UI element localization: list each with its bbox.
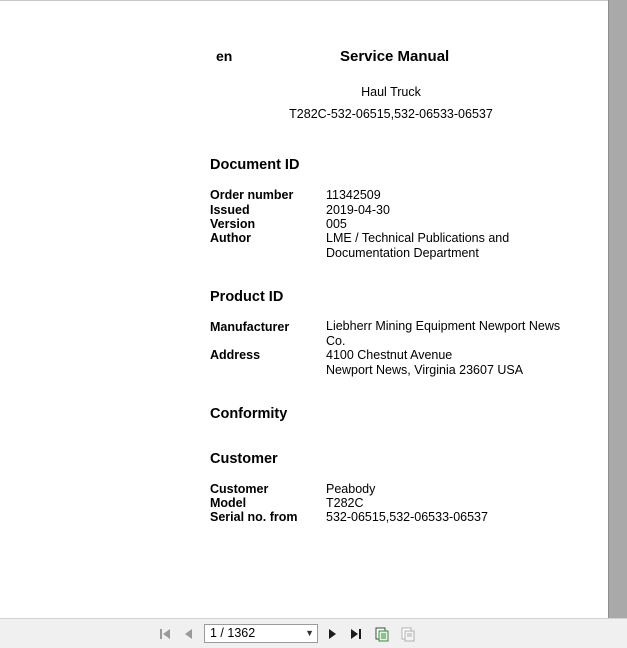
page-number-select[interactable] (204, 624, 318, 643)
address-line1: 4100 Chestnut Avenue (326, 348, 453, 362)
customer-heading: Customer (210, 451, 278, 467)
page-indicator: 1 / 1362 (210, 626, 256, 640)
order-number-label: Order number (210, 188, 294, 202)
issued-label: Issued (210, 203, 250, 217)
address-label: Address (210, 348, 261, 362)
last-page-icon[interactable] (348, 626, 364, 642)
vertical-scrollbar[interactable] (608, 0, 627, 618)
customer-value: Peabody (326, 482, 376, 496)
single-page-view-icon[interactable] (374, 626, 390, 642)
model-label: Model (210, 496, 247, 510)
next-page-icon[interactable] (324, 626, 340, 642)
issued-value: 2019-04-30 (326, 203, 390, 217)
product-id-heading: Product ID (210, 289, 284, 305)
address-line2: Newport News, Virginia 23607 USA (326, 363, 524, 377)
serial-value: 532-06515,532-06533-06537 (326, 510, 488, 524)
serial-label: Serial no. from (210, 510, 298, 524)
version-value: 005 (326, 217, 347, 231)
machine-type: Haul Truck (361, 85, 421, 99)
first-page-icon[interactable] (157, 626, 173, 642)
order-number-value: 11342509 (326, 188, 381, 202)
model-serials: T282C-532-06515,532-06533-06537 (289, 107, 493, 121)
viewer-toolbar (0, 618, 627, 648)
author-label: Author (210, 231, 251, 245)
author-value: LME / Technical Publications and Documentation Department (326, 231, 510, 260)
chevron-down-icon: ▼ (305, 628, 314, 638)
document-id-heading: Document ID (210, 157, 300, 173)
customer-label: Customer (210, 482, 269, 496)
manufacturer-label: Manufacturer (210, 320, 290, 334)
two-page-view-icon[interactable] (400, 626, 416, 642)
conformity-heading: Conformity (210, 406, 288, 422)
document-title: Service Manual (340, 48, 450, 65)
version-label: Version (210, 217, 256, 231)
model-value: T282C (326, 496, 364, 510)
previous-page-icon[interactable] (181, 626, 197, 642)
language-code: en (216, 48, 233, 64)
manufacturer-value: Liebherr Mining Equipment Newport News Co. (326, 319, 561, 348)
